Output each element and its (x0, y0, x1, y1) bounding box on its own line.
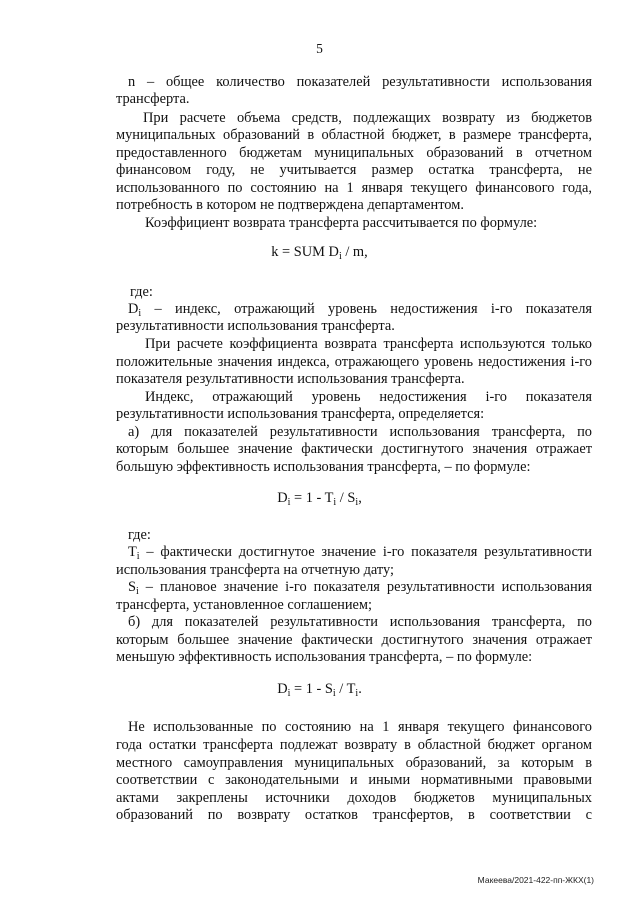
text-line: финансовом году, не учитывается размер остатка трансферта, не (116, 162, 592, 178)
formula-d2: $D_i = 1 - S_i / T_i$. (277, 681, 362, 699)
symbol-t: $T_i$ (128, 544, 140, 562)
text-line: результативности использования трансферта. (116, 318, 395, 334)
text-line: При расчете коэффициента возврата трансферта используются только (145, 336, 592, 352)
definition-line: $D_i$ – индекс, отражающий уровень недостижения i-го показателя (128, 301, 592, 319)
text-line: которым большее значение фактически достигнутого значения отражает (116, 441, 592, 457)
page-number: 5 (316, 41, 323, 56)
symbol-d: $D_i$ (128, 301, 142, 319)
symbol-s: $S_i$ (128, 579, 139, 597)
text-line: Не использованные по состоянию на 1 января текущего финансового (128, 719, 592, 735)
text-line: меньшую эффективность использования трансферта, – по формуле: (116, 649, 533, 665)
formula-k: k = SUM $D_i$ / m, (271, 244, 368, 262)
text-line: актами закреплены источники доходов бюджетов муниципальных (116, 790, 592, 806)
text-line: а) для показателей результативности использования трансферта, по (128, 424, 592, 440)
text-line: образований по возврату остатков трансфертов, в соответствии с (116, 807, 592, 823)
text-line: года остатки трансферта подлежат возврату в областной бюджет органом (116, 737, 592, 753)
text-line: положительные значения индекса, отражающего уровень недостижения i-го (116, 354, 592, 370)
text-line: где: (128, 527, 151, 543)
text-line: б) для показателей результативности использования трансферта, по (128, 614, 592, 630)
text-line: При расчете объема средств, подлежащих возврату из бюджетов (143, 110, 592, 126)
text-line: использованного по состоянию на 1 января текущего финансового года, (116, 180, 592, 196)
text-line: показателя результативности использования трансферта. (116, 371, 465, 387)
definition-line: $T_i$ – фактически достигнутое значение i-го показателя результативности (128, 544, 592, 562)
text-line: муниципальных образований в областной бюджет, в размере трансферта, (116, 127, 592, 143)
text-line: Коэффициент возврата трансферта рассчитывается по формуле: (145, 215, 538, 231)
text-line: n – общее количество показателей результативности использования (128, 74, 592, 90)
text-line: использования трансферта на отчетную дату; (116, 562, 395, 578)
text-line: которым большее значение фактически достигнутого значения отражает (116, 632, 592, 648)
text-line: большую эффективность использования трансферта, – по формуле: (116, 459, 531, 475)
text-line: предоставленного бюджетам муниципальных образований в отчетном (116, 145, 592, 161)
text-line: трансферта, установленное соглашением; (116, 597, 373, 613)
text-line: трансферта. (116, 91, 190, 107)
text-line: результативности использования трансферта, определяется: (116, 406, 485, 422)
text-line: потребность в котором не подтверждена департаментом. (116, 197, 464, 213)
text-line: Индекс, отражающий уровень недостижения i-го показателя (145, 389, 592, 405)
text-line: местного самоуправления муниципальных образований, за которым в (116, 755, 592, 771)
text-line: соответствии с законодательными и иными нормативными правовыми (116, 772, 592, 788)
text-line: где: (130, 284, 153, 300)
formula-d1: $D_i = 1 - T_i / S_i$, (277, 490, 362, 508)
definition-line: $S_i$ – плановое значение i-го показателя результативности использования (128, 579, 592, 597)
document-footer-code: Макеева/2021-422-пп-ЖКХ(1) (477, 875, 594, 885)
